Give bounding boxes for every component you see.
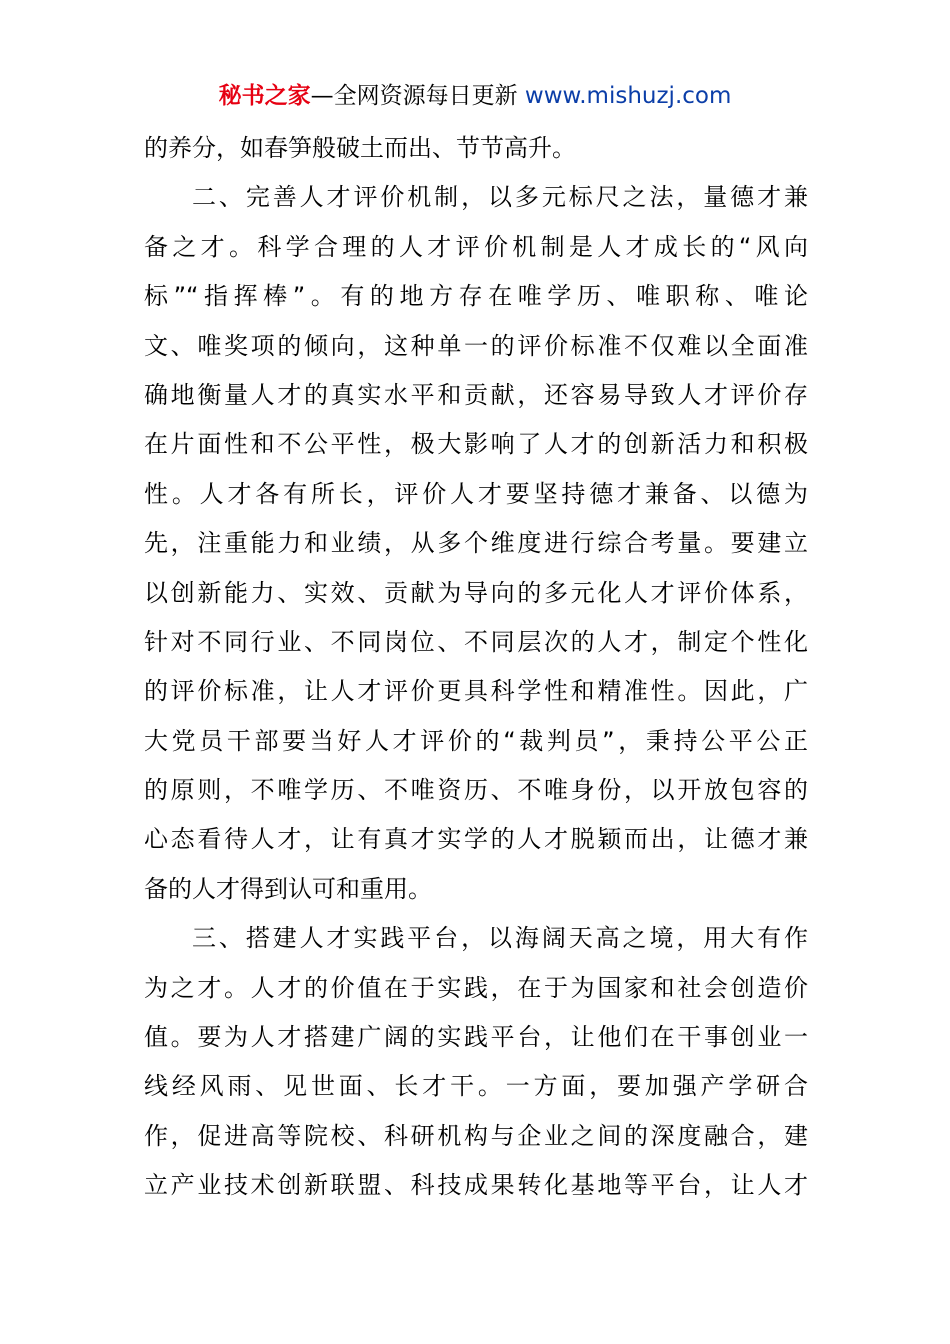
paragraph-line: 标”“指挥棒”。有的地方存在唯学历、唯职称、唯论 — [144, 282, 808, 311]
paragraph-line: 文、唯奖项的倾向，这种单一的评价标准不仅难以全面准 — [144, 331, 808, 360]
site-header — [0, 80, 950, 112]
paragraph-line: 以创新能力、实效、贡献为导向的多元化人才评价体系， — [144, 578, 808, 607]
paragraph-line: 三、搭建人才实践平台，以海阔天高之境，用大有作 — [192, 924, 808, 953]
paragraph-line: 值。要为人才搭建广阔的实践平台，让他们在干事创业一 — [144, 1023, 808, 1052]
paragraph-line: 的评价标准，让人才评价更具科学性和精准性。因此，广 — [144, 677, 808, 706]
paragraph-line: 心态看待人才，让有真才实学的人才脱颖而出，让德才兼 — [144, 825, 808, 854]
paragraph-line: 二、完善人才评价机制，以多元标尺之法，量德才兼 — [192, 183, 808, 212]
paragraph-line: 为之才。人才的价值在于实践，在于为国家和社会创造价 — [144, 973, 808, 1002]
site-tagline: —全网资源每日更新 — [310, 83, 525, 109]
paragraph-line: 备的人才得到认可和重用。 — [144, 874, 432, 903]
paragraph-line: 性。人才各有所长，评价人才要坚持德才兼备、以德为 — [144, 479, 808, 508]
paragraph-line: 备之才。科学合理的人才评价机制是人才成长的“风向 — [144, 232, 808, 261]
paragraph-line: 针对不同行业、不同岗位、不同层次的人才，制定个性化 — [144, 627, 808, 656]
paragraph-line: 先，注重能力和业绩，从多个维度进行综合考量。要建立 — [144, 529, 808, 558]
paragraph-line: 线经风雨、见世面、长才干。一方面，要加强产学研合 — [144, 1072, 808, 1101]
paragraph-line: 作，促进高等院校、科研机构与企业之间的深度融合，建 — [144, 1121, 808, 1150]
paragraph-line: 立产业技术创新联盟、科技成果转化基地等平台，让人才 — [144, 1171, 808, 1200]
article-body — [144, 124, 808, 1211]
paragraph-line: 的养分，如春笋般破土而出、节节高升。 — [144, 134, 576, 162]
paragraph-line: 的原则，不唯学历、不唯资历、不唯身份，以开放包容的 — [144, 776, 808, 805]
paragraph-line: 大党员干部要当好人才评价的“裁判员”，秉持公平公正 — [144, 726, 808, 755]
paragraph-line: 在片面性和不公平性，极大影响了人才的创新活力和积极 — [144, 430, 808, 459]
site-url-link[interactable]: www.mishuzj.com — [524, 83, 732, 109]
paragraph-line: 确地衡量人才的真实水平和贡献，还容易导致人才评价存 — [144, 380, 808, 409]
site-brand: 秘书之家 — [218, 83, 311, 109]
